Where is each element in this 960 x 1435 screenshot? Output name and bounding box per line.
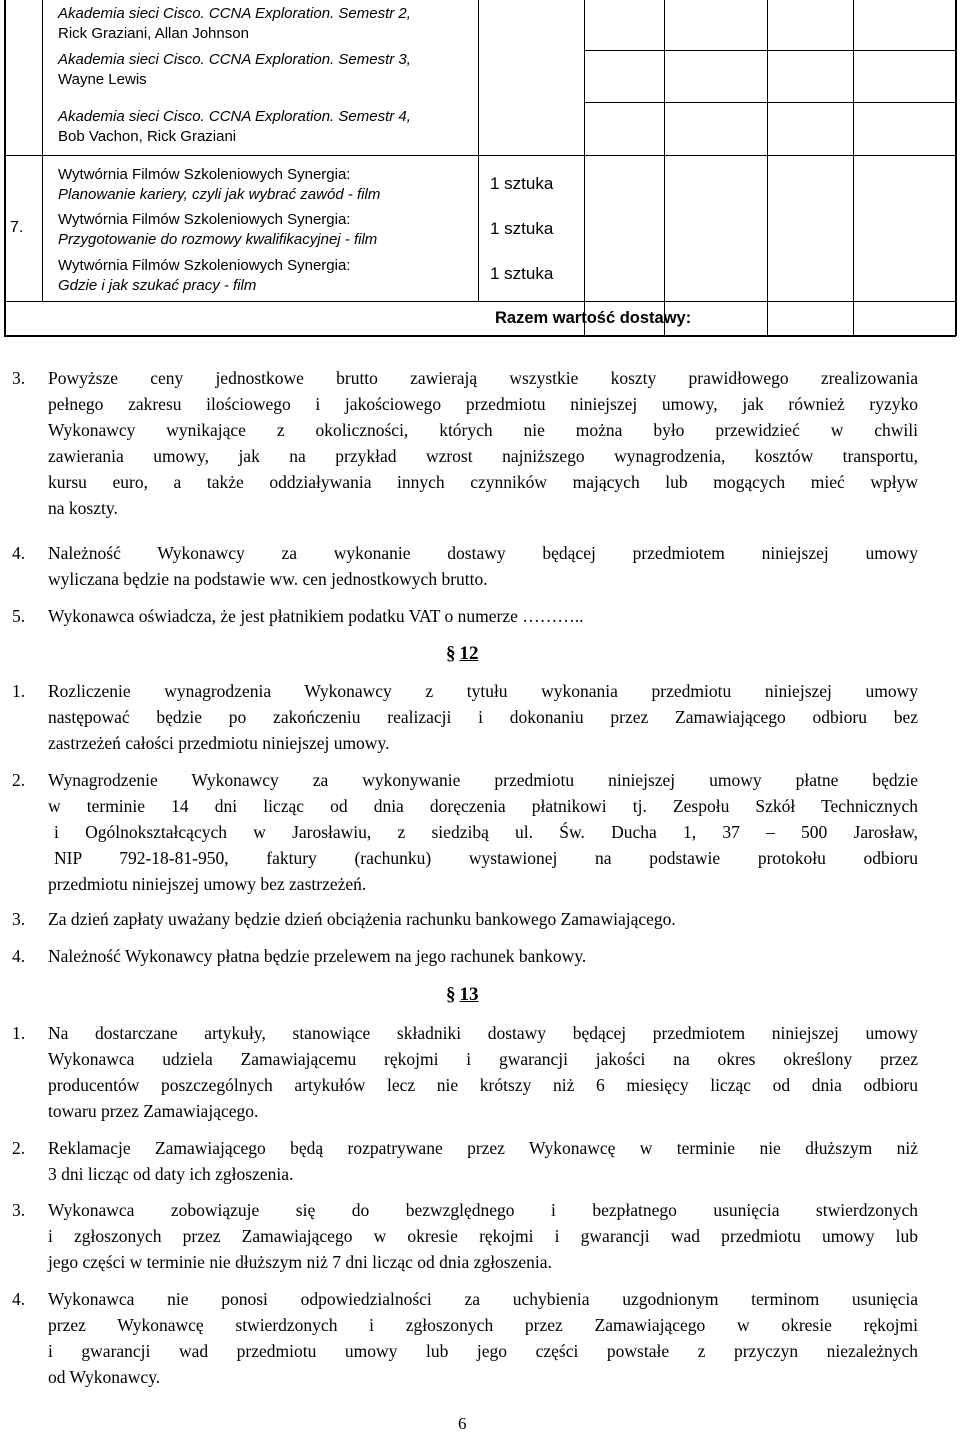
paragraph-12-2 — [12, 767, 918, 897]
text-line: przedmiotu niniejszej umowy bez zastrzeżeń. — [48, 874, 367, 894]
paragraph-12-3 — [12, 906, 918, 932]
paragraph-number: 5. — [12, 606, 26, 626]
row-number: 7. — [10, 219, 24, 236]
text-line: pełnego zakresu ilościowego i jakościowego przedmiotu niniejszej umowy, jak również ryzyko — [48, 394, 918, 414]
text-line: NIP 792-18-81-950, faktury (rachunku) wystawionej na podstawie protokołu odbioru — [54, 848, 918, 868]
paragraph-number: 4. — [12, 1289, 26, 1309]
publisher: Wytwórnia Filmów Szkoleniowych — [58, 211, 283, 228]
text-line: w terminie 14 dni licząc od dnia doręczenia płatnikowi tj. Zespołu Szkół Technicznych — [48, 796, 918, 816]
text-line: Za dzień zapłaty uważany będzie dzień obciążenia rachunku bankowego Zamawiającego. — [48, 909, 676, 929]
page-number: 6 — [458, 1414, 467, 1433]
paragraph-number: 4. — [12, 946, 26, 966]
text-line: Należność Wykonawcy za wykonanie dostawy będącej przedmiotem niniejszej umowy — [48, 543, 918, 563]
paragraph-11-4 — [12, 540, 918, 592]
text-line: Powyższe ceny jednostkowe brutto zawierają wszystkie koszty prawidłowego zrealizowania — [48, 368, 918, 388]
text-line: Reklamacje Zamawiającego będą rozpatrywane przez Wykonawcę w terminie nie dłuższym niż — [48, 1138, 918, 1158]
paragraph-number: 1. — [12, 681, 26, 701]
table-row — [58, 210, 473, 250]
paragraph-number: 1. — [12, 1023, 26, 1043]
quantity: 1 sztuka — [490, 264, 554, 283]
paragraph-11-5 — [12, 603, 918, 629]
text-line: Wykonawcy wynikające z okoliczności, których nie można było przewidzieć w chwili — [48, 420, 918, 440]
paragraph-number: 4. — [12, 543, 26, 563]
quantity: 1 sztuka — [490, 174, 554, 193]
section-heading-13 — [446, 984, 479, 1006]
paragraph-sign: § — [446, 643, 456, 664]
paragraph-13-4 — [12, 1286, 918, 1390]
section-heading-12 — [446, 643, 479, 665]
text-line: przez Wykonawcę stwierdzonych i zgłoszonych przez Zamawiającego w okresie rękojmi — [48, 1315, 918, 1335]
text-line: od Wykonawcy. — [48, 1367, 161, 1387]
paragraph-number: 2. — [12, 1138, 26, 1158]
book-authors: Bob Vachon, Rick Graziani — [58, 128, 237, 145]
text-line: na koszty. — [48, 498, 118, 518]
text-line: wyliczana będzie na podstawie ww. cen jednostkowych brutto. — [48, 569, 488, 589]
text-line: zastrzeżeń całości przedmiotu niniejszej umowy. — [48, 733, 390, 753]
table-row — [58, 256, 473, 296]
paragraph-number: 3. — [12, 1200, 26, 1220]
text-line: Wykonawca udziela Zamawiającemu rękojmi i gwarancji jakości na okres określony przez — [48, 1049, 918, 1069]
text-line: i zgłoszonych przez Zamawiającego w okresie rękojmi i gwarancji wad przedmiotu umowy lub — [48, 1226, 918, 1246]
paragraph-13-2 — [12, 1135, 918, 1187]
book-title: Akademia sieci Cisco. CCNA Exploration. Semestr 2, — [58, 5, 411, 22]
text-line: Wykonawca zobowiązuje się do bezwzględnego i bezpłatnego usunięcia stwierdzonych — [48, 1200, 918, 1220]
book-title: Akademia sieci Cisco. CCNA Exploration. Semestr 4, — [58, 108, 411, 125]
table-row — [58, 165, 473, 205]
paragraph-13-1 — [12, 1020, 918, 1124]
text-line: zawierania umowy, jak na przykład wzrost najniższego wynagrodzenia, kosztów transportu, — [48, 446, 918, 466]
paragraph-12-1 — [12, 678, 918, 756]
text-line: Należność Wykonawcy płatna będzie przelewem na jego rachunek bankowy. — [48, 946, 587, 966]
text-line: jego części w terminie nie dłuższym niż 7 dni licząc od dnia zgłoszenia. — [48, 1252, 552, 1272]
paragraph-sign: § — [446, 984, 456, 1005]
brand: Synergia: — [287, 211, 351, 228]
paragraph-number: 3. — [12, 368, 26, 388]
section-number: 12 — [459, 643, 479, 664]
text-line: następować będzie po zakończeniu realizacji i dokonaniu przez Zamawiającego odbioru bez — [48, 707, 918, 727]
text-line: Wynagrodzenie Wykonawcy za wykonywanie przedmiotu niniejszej umowy płatne będzie — [48, 770, 918, 790]
text-line: Rozliczenie wynagrodzenia Wykonawcy z tytułu wykonania przedmiotu niniejszej umowy — [48, 681, 918, 701]
film-title: Planowanie kariery, czyli jak wybrać zawód - film — [58, 186, 381, 203]
paragraph-11-3 — [12, 365, 918, 521]
table-row — [58, 50, 473, 90]
total-label: Razem wartość dostawy: — [495, 309, 692, 327]
text-line: 3 dni licząc od daty ich zgłoszenia. — [48, 1164, 294, 1184]
paragraph-13-3 — [12, 1197, 918, 1275]
table-row — [58, 4, 473, 44]
text-line: towaru przez Zamawiającego. — [48, 1101, 259, 1121]
brand: Synergia: — [287, 257, 351, 274]
text-line: kursu euro, a także oddziaływania innych czynników mających lub mogących mieć wpływ — [48, 472, 918, 492]
section-number: 13 — [459, 984, 479, 1005]
text-line: i Ogólnokształcących w Jarosławiu, z siedzibą ul. Św. Ducha 1, 37 – 500 Jarosław, — [54, 822, 918, 842]
brand: Synergia: — [287, 166, 351, 183]
film-title: Gdzie i jak szukać pracy - film — [58, 277, 257, 294]
text-line: Wykonawca nie ponosi odpowiedzialności za uchybienia uzgodnionym terminom usunięcia — [48, 1289, 918, 1309]
text-line: i gwarancji wad przedmiotu umowy lub jego części powstałe z przyczyn niezależnych — [48, 1341, 918, 1361]
publisher: Wytwórnia Filmów Szkoleniowych — [58, 166, 283, 183]
paragraph-number: 2. — [12, 770, 26, 790]
book-authors: Rick Graziani, Allan Johnson — [58, 25, 249, 42]
text-line: producentów poszczególnych artykułów lecz nie krótszy niż 6 miesięcy licząc od dnia odbioru — [48, 1075, 918, 1095]
quantity: 1 sztuka — [490, 219, 554, 238]
book-title: Akademia sieci Cisco. CCNA Exploration. Semestr 3, — [58, 51, 411, 68]
book-authors: Wayne Lewis — [58, 71, 147, 88]
text-line: Na dostarczane artykuły, stanowiące składniki dostawy będącej przedmiotem niniejszej umowy — [48, 1023, 918, 1043]
table-row — [58, 107, 473, 147]
text-line: Wykonawca oświadcza, że jest płatnikiem podatku VAT o numerze ……….. — [48, 606, 584, 626]
paragraph-12-4 — [12, 943, 918, 969]
paragraph-number: 3. — [12, 909, 26, 929]
publisher: Wytwórnia Filmów Szkoleniowych — [58, 257, 283, 274]
film-title: Przygotowanie do rozmowy kwalifikacyjnej - film — [58, 231, 378, 248]
